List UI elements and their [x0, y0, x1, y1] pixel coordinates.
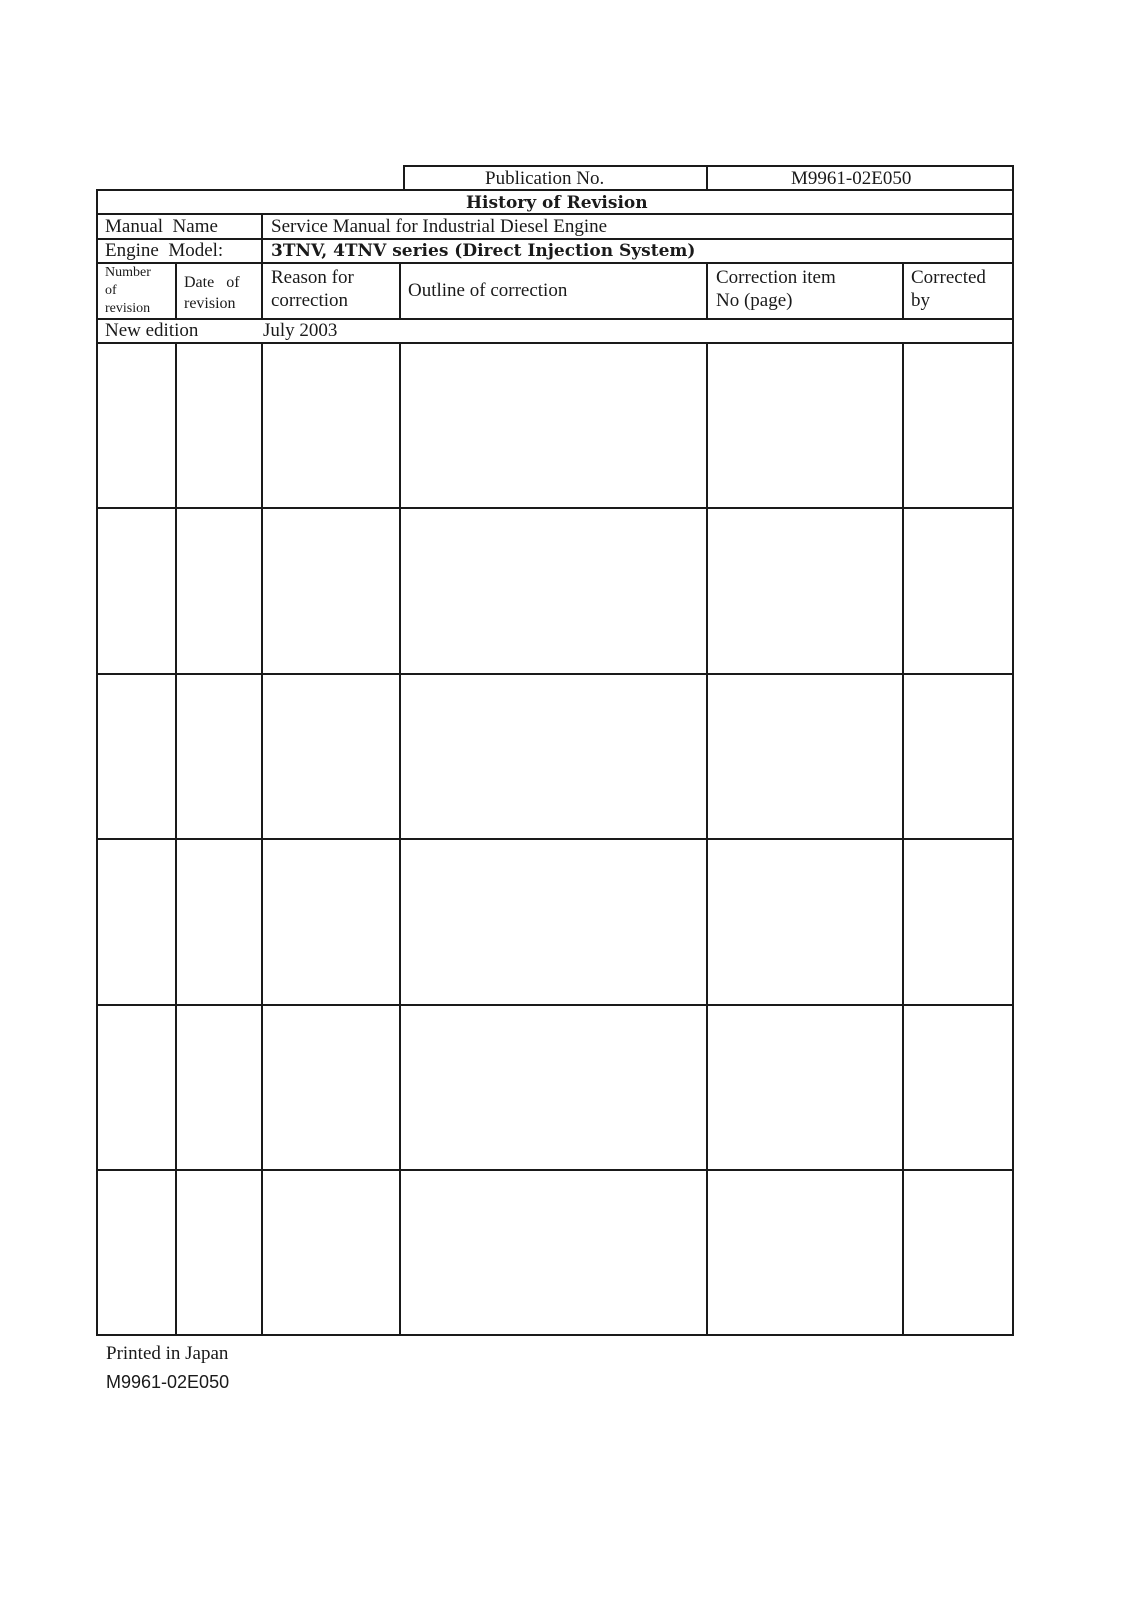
manual-name-label: Manual Name — [105, 216, 218, 237]
col-divider — [261, 342, 263, 1335]
col-header-reason-line: Reason for — [271, 267, 354, 288]
table-row — [98, 840, 99, 841]
row-line — [96, 262, 1013, 264]
col-divider — [399, 342, 401, 1335]
col-header-corrected-by — [911, 266, 986, 312]
col-header-number-line: of — [105, 283, 117, 298]
engine-model-label: Engine Model: — [105, 240, 224, 261]
col-header-item-line: No (page) — [716, 290, 793, 311]
table-row — [98, 1171, 99, 1172]
table-bottom-line — [96, 1334, 1013, 1336]
pub-box-divider — [706, 165, 708, 190]
col-divider — [706, 342, 708, 1335]
col-header-item-line: Correction item — [716, 267, 836, 288]
col-header-number-line: revision — [105, 301, 151, 316]
col-header-by-line: by — [911, 290, 930, 311]
pub-box-top-line — [403, 165, 1013, 167]
table-row — [98, 344, 99, 345]
printed-in-japan: Printed in Japan — [106, 1343, 229, 1364]
row-line — [96, 1004, 1013, 1006]
footer-code: M9961-02E050 — [106, 1372, 230, 1392]
row-line — [96, 318, 1013, 320]
row-line — [96, 838, 1013, 840]
col-divider — [902, 342, 904, 1335]
col-header-date-line: Date of — [184, 274, 240, 291]
pub-box-left-line — [403, 165, 405, 190]
col-header-item — [716, 266, 836, 312]
publication-label: Publication No. — [485, 168, 605, 189]
new-edition-label: New edition — [105, 320, 199, 341]
col-divider — [902, 262, 904, 319]
manual-name-value: Service Manual for Industrial Diesel Engine — [271, 216, 608, 237]
new-edition-date: July 2003 — [263, 320, 338, 341]
table-row — [98, 1006, 99, 1007]
col-header-by-line: Corrected — [911, 267, 986, 288]
row-line — [96, 1169, 1013, 1171]
table-left-line — [96, 189, 98, 1336]
row-line — [96, 673, 1013, 675]
col-divider — [399, 262, 401, 319]
col-header-number — [105, 264, 151, 318]
col-header-reason-line: correction — [271, 290, 349, 311]
col-header-number-line: Number — [105, 265, 151, 280]
engine-model-value: 3TNV, 4TNV series (Direct Injection System) — [271, 241, 696, 261]
col-divider — [706, 262, 708, 319]
table-row — [98, 675, 99, 676]
row-line — [96, 342, 1013, 344]
col-header-date-line: revision — [184, 295, 236, 312]
col-header-reason — [271, 266, 354, 312]
col-header-date — [184, 272, 240, 314]
table-row — [98, 509, 99, 510]
row-line — [96, 507, 1013, 509]
table-right-line — [1012, 165, 1014, 1336]
col-header-outline: Outline of correction — [408, 280, 568, 301]
label-divider — [261, 213, 263, 319]
page-title: History of Revision — [466, 193, 648, 213]
col-divider — [175, 342, 177, 1335]
col-divider — [175, 262, 177, 319]
publication-number: M9961-02E050 — [791, 168, 912, 189]
